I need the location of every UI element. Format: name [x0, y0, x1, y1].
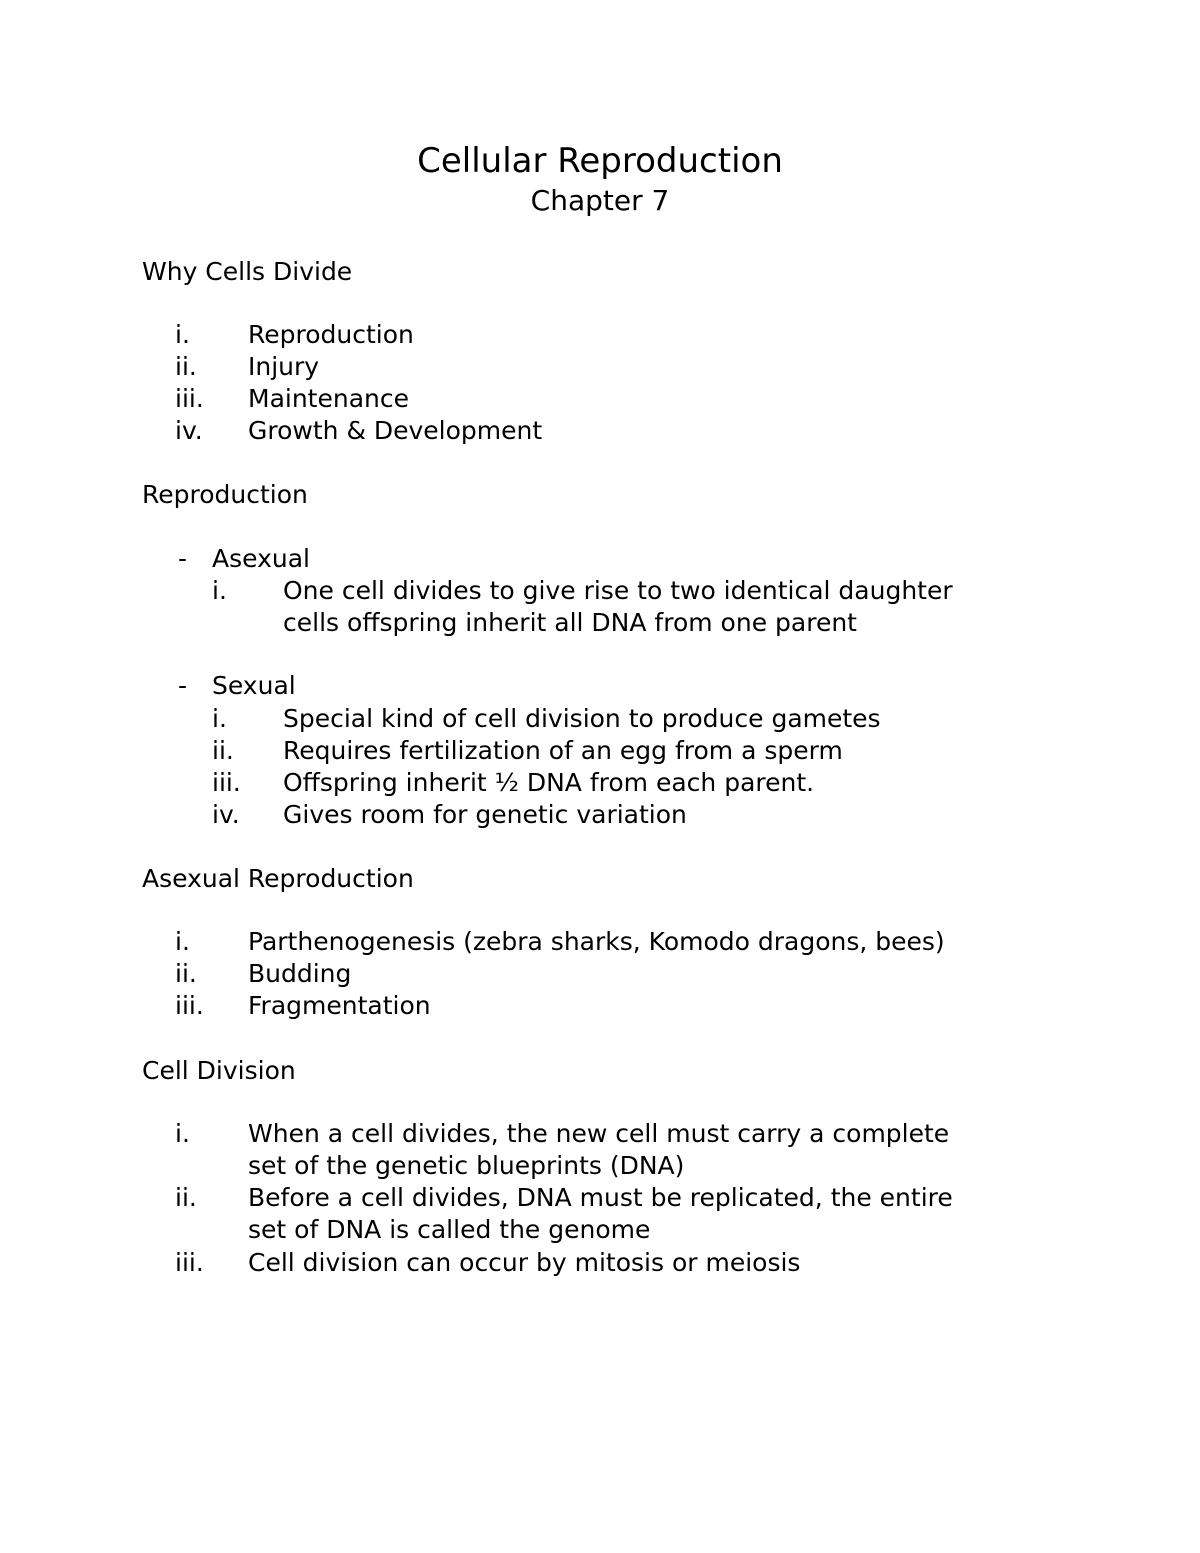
list-number: ii. [175, 352, 197, 381]
subsection-label-sexual: Sexual [212, 671, 296, 700]
document-subtitle: Chapter 7 [530, 184, 670, 217]
list-item-line: Before a cell divides, DNA must be replicated, the entire [248, 1183, 953, 1212]
list-number: iii. [175, 991, 204, 1020]
list-number: i. [175, 927, 190, 956]
list-item-line: set of DNA is called the genome [248, 1215, 651, 1244]
section-heading-asexual-reproduction: Asexual Reproduction [142, 864, 414, 893]
list-item: Requires fertilization of an egg from a sperm [283, 736, 843, 765]
list-item: Injury [248, 352, 320, 381]
list-item: Offspring inherit ½ DNA from each parent. [283, 768, 815, 797]
list-item-line: When a cell divides, the new cell must carry a complete [248, 1119, 950, 1148]
list-number: ii. [175, 1183, 197, 1212]
list-item-line: cells offspring inherit all DNA from one parent [283, 608, 857, 637]
section-heading-cell-division: Cell Division [142, 1056, 296, 1085]
list-item: Maintenance [248, 384, 409, 413]
list-number: i. [212, 576, 227, 605]
dash-bullet: - [178, 671, 188, 700]
list-item: Reproduction [248, 320, 414, 349]
list-number: ii. [212, 736, 234, 765]
list-number: iii. [175, 1248, 204, 1277]
list-item: Fragmentation [248, 991, 431, 1020]
list-number: iv. [212, 800, 240, 829]
list-item-line: One cell divides to give rise to two identical daughter [283, 576, 953, 605]
list-item: Gives room for genetic variation [283, 800, 687, 829]
list-number: i. [175, 320, 190, 349]
list-number: iii. [175, 384, 204, 413]
dash-bullet: - [178, 544, 188, 573]
document-title: Cellular Reproduction [417, 141, 783, 181]
list-number: i. [212, 704, 227, 733]
list-number: ii. [175, 959, 197, 988]
list-item-line: set of the genetic blueprints (DNA) [248, 1151, 685, 1180]
list-item-line: Cell division can occur by mitosis or meiosis [248, 1248, 801, 1277]
subsection-label-asexual: Asexual [212, 544, 310, 573]
section-heading-why-cells-divide: Why Cells Divide [142, 257, 353, 286]
list-item: Special kind of cell division to produce gametes [283, 704, 881, 733]
section-heading-reproduction: Reproduction [142, 480, 308, 509]
list-item: Budding [248, 959, 352, 988]
list-item: Growth & Development [248, 416, 543, 445]
list-number: i. [175, 1119, 190, 1148]
list-item: Parthenogenesis (zebra sharks, Komodo dragons, bees) [248, 927, 945, 956]
list-number: iv. [175, 416, 203, 445]
list-number: iii. [212, 768, 241, 797]
